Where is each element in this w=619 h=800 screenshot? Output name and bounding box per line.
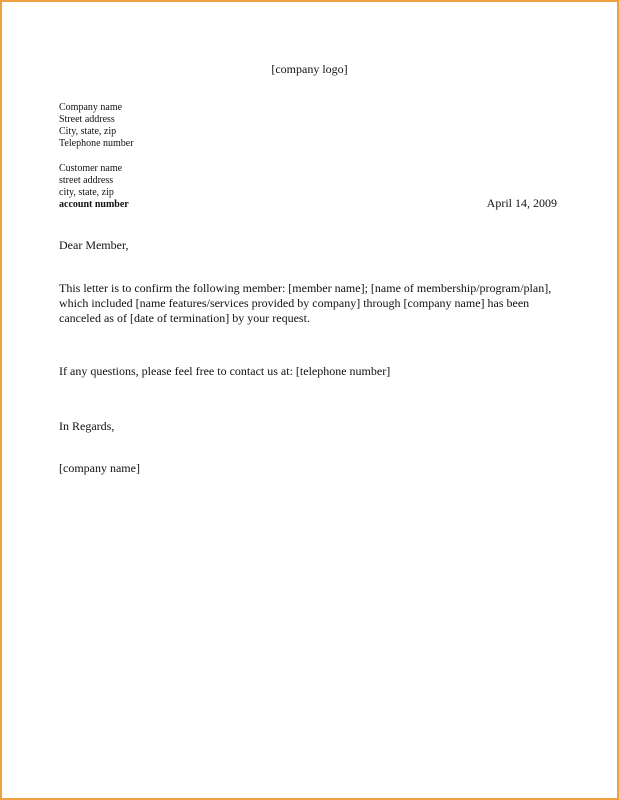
customer-name: Customer name: [59, 163, 123, 174]
signature: [company name]: [59, 461, 140, 475]
letter-date: April 14, 2009: [486, 196, 557, 210]
sender-company-name: Company name: [59, 102, 123, 113]
closing: In Regards,: [59, 419, 115, 433]
sender-address-block: [59, 102, 134, 150]
sender-telephone: Telephone number: [59, 138, 134, 149]
customer-account-number: account number: [59, 199, 129, 210]
sender-street-address: Street address: [59, 114, 115, 125]
body-paragraph-1-line: which included [name features/services provided by company] through [company name] has been: [59, 296, 530, 310]
customer-street-address: street address: [59, 175, 114, 186]
customer-city-state-zip: city, state, zip: [59, 187, 114, 198]
body-paragraph-1-line: This letter is to confirm the following member: [member name]; [name of membership/program/plan],: [59, 281, 552, 295]
body-paragraph-1: [59, 281, 564, 326]
customer-address-block: [59, 163, 129, 211]
company-logo-placeholder: [company logo]: [271, 62, 348, 76]
greeting: Dear Member,: [59, 238, 129, 252]
body-paragraph-1-line: canceled as of [date of termination] by your request.: [59, 311, 310, 325]
sender-city-state-zip: City, state, zip: [59, 126, 117, 137]
body-paragraph-2: If any questions, please feel free to contact us at: [telephone number]: [59, 364, 391, 378]
